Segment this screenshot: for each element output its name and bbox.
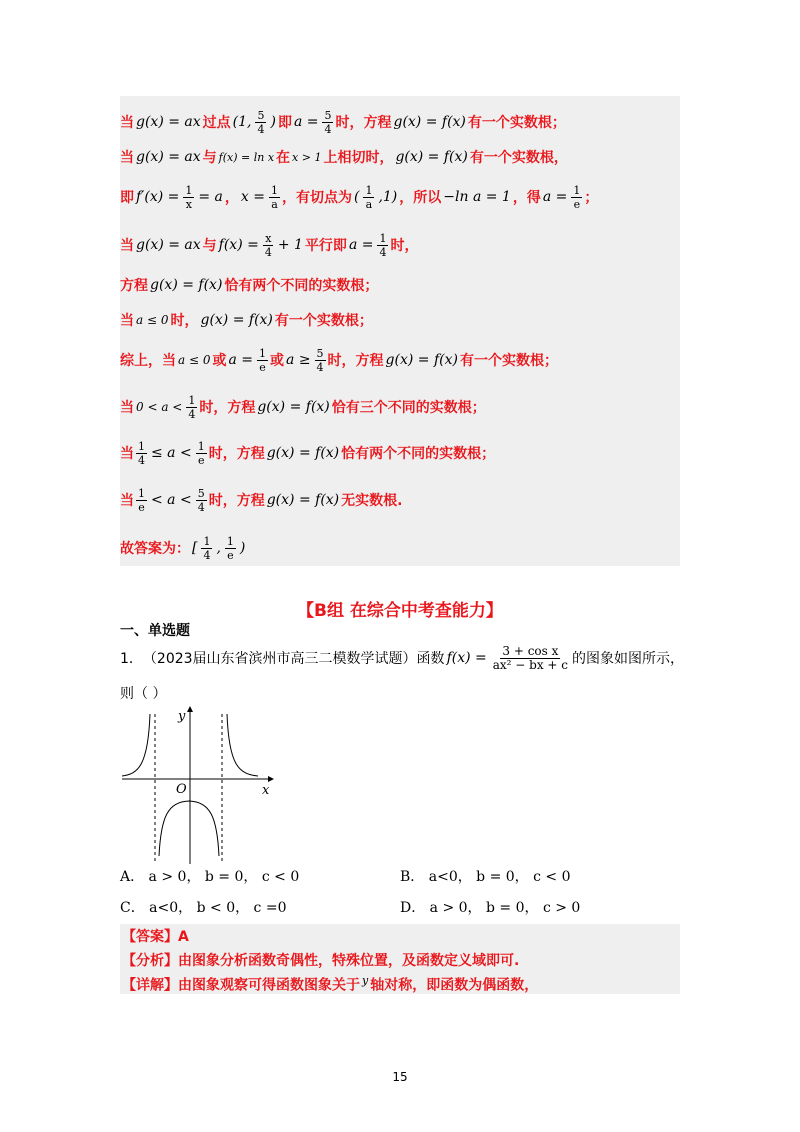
function-graph — [118, 706, 278, 866]
solution-line-7: 综上，当 a ≤ 0 或 a = $\frac{1}{e}$ 或 a ≥ $\frac{5}{4}$ 时，方程 g(x) = f(x) 有一个实数根； — [120, 346, 558, 374]
math: f(x) = — [446, 650, 487, 666]
text: 有一个实数根； — [467, 115, 566, 131]
solution-line-9: 当 $\frac{1}{4}$ ≤ a < 1 e 时，方程 g(x) = f(x) 恰有两个不同的实数根； — [120, 439, 496, 467]
question-then: 则（ ） — [120, 686, 167, 702]
page-number: 15 — [392, 1070, 408, 1084]
solution-line-4: 当 g(x) = ax 与 f(x) = $\frac{x}{4}$ + 1 平行即 a = $\frac{1}{4}$ 时， — [120, 231, 419, 259]
text: 时，方程 — [335, 115, 392, 131]
solution-line-5: 方程 g(x) = f(x) 恰有两个不同的实数根； — [120, 277, 379, 294]
solution-line-3: 即 f′(x) = $\frac{1}{x}$ = a ， x = $\frac{1}{a}$ ，有切点为 ( 1 a ,1) ，所以 −ln a = 1 ，得 a = $\frac{1}{e}$ ； — [120, 183, 599, 211]
curve-middle-branch — [159, 801, 219, 856]
option-a[interactable]: A． a > 0， b = 0， c < 0 — [120, 869, 300, 885]
text: 即 — [277, 115, 292, 131]
answer-line: 【答案】A — [122, 929, 189, 945]
question-number: 1． — [120, 651, 143, 667]
fraction: $\frac{\text{3 + cos x}}{\text{ax² − bx + c}}$ — [492, 643, 569, 672]
math: g(x) = f(x) — [393, 114, 466, 130]
solution-line-11: 故答案为： [ 1 4 , 1 e ) — [120, 534, 246, 562]
math: a = — [293, 114, 319, 130]
solution-line-1 — [120, 108, 566, 136]
question-line — [120, 640, 684, 676]
fraction: 5 4 — [257, 108, 265, 136]
y-axis-arrow — [187, 706, 193, 712]
x-axis-arrow — [268, 776, 274, 782]
text: 的图象如图所示， — [572, 651, 685, 667]
analysis-line: 【分析】由图象分析函数奇偶性，特殊位置，及函数定义域即可. — [122, 953, 520, 969]
curve-left-branch — [122, 714, 150, 776]
solution-line-6: 当 a ≤ 0 时， g(x) = f(x) 有一个实数根； — [120, 312, 373, 329]
text: 过点 — [202, 115, 231, 131]
question-source: （2023届山东省滨州市高三二模数学试题）函数 — [142, 651, 445, 667]
fraction: $\frac{5}{4}$ — [324, 108, 332, 136]
option-c[interactable]: C． a<0， b < 0， c =0 — [120, 900, 287, 916]
solution-line-8: 当 0 < a < 1 4 时，方程 g(x) = f(x) 恰有三个不同的实数根； — [120, 393, 486, 421]
text: 当 — [120, 115, 134, 131]
option-d[interactable]: D． a > 0， b = 0， c > 0 — [400, 900, 581, 916]
solution-line-2: 当 g(x) = ax 与 f(x) = ln x 在 x > 1 上相切时， g(x) = f(x) 有一个实数根， — [120, 149, 568, 166]
x-label: x — [262, 783, 270, 798]
detail-line: 【详解】由图象观察可得函数图象关于 $^y$ 轴对称，即函数为偶函数， — [122, 974, 539, 994]
y-label: y — [178, 709, 186, 724]
group-title: 【B组 在综合中考查能力】 — [297, 601, 503, 621]
option-b[interactable]: B． a<0， b = 0， c < 0 — [400, 869, 571, 885]
section-heading: 一、单选题 — [120, 623, 190, 639]
origin-label: O — [176, 782, 187, 797]
math: g(x) = ax — [136, 114, 201, 130]
curve-right-branch — [227, 714, 258, 776]
math: ) — [270, 114, 276, 130]
math: (1, — [232, 114, 252, 130]
solution-line-10: 当 1 e < a < 5 4 时，方程 g(x) = f(x) 无实数根. — [120, 486, 403, 514]
